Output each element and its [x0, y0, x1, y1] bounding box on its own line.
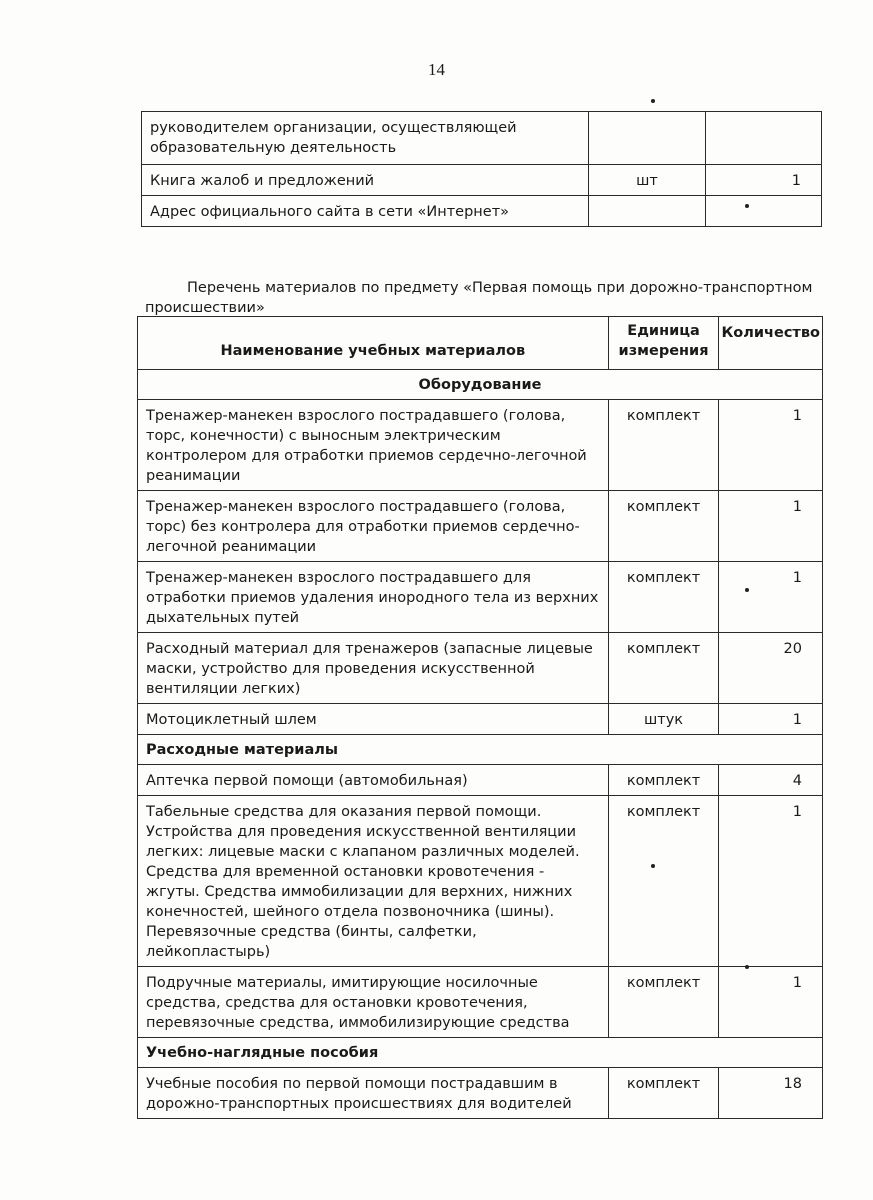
item-qty-cell: 1 [719, 562, 823, 633]
item-name-cell: Учебные пособия по первой помощи пострадавшим в дорожно-транспортных происшествиях для водителей [138, 1068, 609, 1119]
item-name-cell: руководителем организации, осуществляющей образовательную деятельность [142, 112, 589, 165]
table-row [138, 562, 823, 633]
item-qty-cell: 1 [719, 704, 823, 735]
item-unit-cell: комплект [608, 562, 719, 633]
item-unit-cell [589, 112, 706, 165]
table-row [138, 1068, 823, 1119]
table-row [138, 633, 823, 704]
item-qty-cell: 1 [705, 165, 821, 196]
item-qty-cell: 1 [719, 796, 823, 967]
section-row [138, 735, 823, 765]
item-name-cell: Тренажер-манекен взрослого пострадавшего для отработки приемов удаления инородного тела из верхних дыхательных путей [138, 562, 609, 633]
item-unit-cell: комплект [608, 765, 719, 796]
item-qty-cell [705, 112, 821, 165]
item-unit-cell: комплект [608, 400, 719, 491]
header-qty: Количество [719, 317, 823, 370]
page-number: 14 [428, 60, 445, 79]
materials-table [137, 316, 823, 1119]
item-name-cell: Тренажер-манекен взрослого пострадавшего (голова, торс) без контролера для отработки приемов сердечно-легочной реанимации [138, 491, 609, 562]
header-name: Наименование учебных материалов [138, 317, 609, 370]
table-row [138, 491, 823, 562]
item-unit-cell [589, 196, 706, 227]
table-row [138, 400, 823, 491]
item-qty-cell: 18 [719, 1068, 823, 1119]
scan-speck [745, 965, 749, 969]
scan-speck [745, 204, 749, 208]
item-name-cell: Подручные материалы, имитирующие носилочные средства, средства для остановки кровотечения, перевязочные средства, иммобилизирующие средства [138, 967, 609, 1038]
table-row [138, 765, 823, 796]
table-row [142, 196, 822, 227]
item-unit-cell: комплект [608, 491, 719, 562]
section-row [138, 370, 823, 400]
item-unit-cell: комплект [608, 633, 719, 704]
item-qty-cell [705, 196, 821, 227]
item-name-cell: Книга жалоб и предложений [142, 165, 589, 196]
item-name-cell: Табельные средства для оказания первой помощи. Устройства для проведения искусственной вентиляции легких: лицевые маски с клапаном различных моделей. Средства для временной остановки кровотечения - жгуты. Средства иммобилизации для верхних, нижних конечностей, шейного отдела позвоночника (шины). Перевязочные средства (бинты, салфетки, лейкопластырь) [138, 796, 609, 967]
table-row [138, 796, 823, 967]
table-row [142, 112, 822, 165]
item-qty-cell: 1 [719, 967, 823, 1038]
item-qty-cell: 20 [719, 633, 823, 704]
item-qty-cell: 1 [719, 400, 823, 491]
item-qty-cell: 1 [719, 491, 823, 562]
item-unit-cell: комплект [608, 1068, 719, 1119]
item-unit-cell: штук [608, 704, 719, 735]
header-unit: Единица измерения [608, 317, 719, 370]
table-caption: Перечень материалов по предмету «Первая помощь при дорожно-транспортном происшествии» [145, 280, 813, 316]
item-name-cell: Адрес официального сайта в сети «Интернет» [142, 196, 589, 227]
item-name-cell: Тренажер-манекен взрослого пострадавшего (голова, торс, конечности) с выносным электрическим контролером для отработки приемов сердечно-легочной реанимации [138, 400, 609, 491]
scan-speck [745, 588, 749, 592]
table-row [138, 704, 823, 735]
table-row [138, 967, 823, 1038]
scan-speck [651, 864, 655, 868]
item-unit-cell: шт [589, 165, 706, 196]
table-row [142, 165, 822, 196]
section-title-visual-aids: Учебно-наглядные пособия [138, 1038, 823, 1068]
section-title-equipment: Оборудование [138, 370, 823, 400]
item-unit-cell: комплект [608, 796, 719, 967]
table-header-row [138, 317, 823, 370]
section-title-consumables: Расходные материалы [138, 735, 823, 765]
top-table [141, 111, 822, 227]
item-qty-cell: 4 [719, 765, 823, 796]
item-name-cell: Аптечка первой помощи (автомобильная) [138, 765, 609, 796]
section-row [138, 1038, 823, 1068]
item-name-cell: Мотоциклетный шлем [138, 704, 609, 735]
item-name-cell: Расходный материал для тренажеров (запасные лицевые маски, устройство для проведения искусственной вентиляции легких) [138, 633, 609, 704]
item-unit-cell: комплект [608, 967, 719, 1038]
scan-speck [651, 99, 655, 103]
